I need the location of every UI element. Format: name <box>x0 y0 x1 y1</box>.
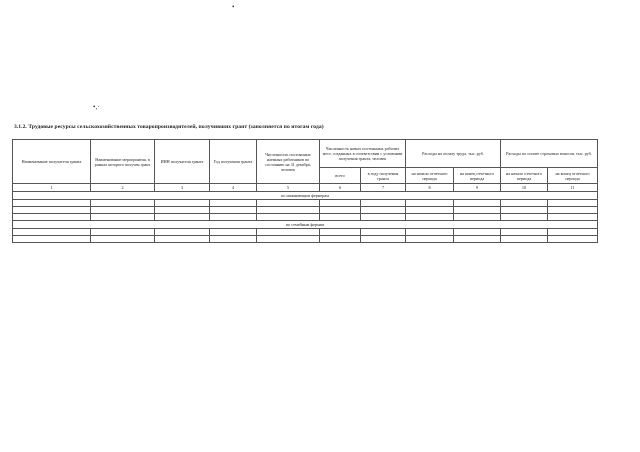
column-number: 6 <box>320 184 361 192</box>
table-cell <box>454 229 501 236</box>
table-cell <box>501 200 548 207</box>
column-number: 4 <box>210 184 257 192</box>
col-header-headcount: Численность постоянных наемных работников по состоянию на 31 декабря, человек <box>257 140 320 184</box>
table-row <box>13 236 598 243</box>
table-cell <box>257 229 320 236</box>
table-cell <box>361 200 406 207</box>
table-cell <box>257 207 320 214</box>
table-cell <box>13 214 91 221</box>
col-header-year: Год получения гранта <box>210 140 257 184</box>
table-cell <box>454 207 501 214</box>
table-cell <box>155 229 210 236</box>
table-cell <box>361 207 406 214</box>
table-cell <box>454 214 501 221</box>
table-cell <box>361 229 406 236</box>
table-cell <box>406 236 454 243</box>
table-cell <box>210 236 257 243</box>
section-title: 3.1.2. Трудовые ресурсы сельскохозяйственных товаропроизводителей, получивших грант (заполняется по итогам года) <box>14 124 324 130</box>
table-row <box>13 229 598 236</box>
table-cell <box>210 229 257 236</box>
subheader-insurance-start: на начало отчетного периода <box>501 168 548 184</box>
table-row <box>13 200 598 207</box>
table-cell <box>257 236 320 243</box>
table-cell <box>155 200 210 207</box>
group-header-insurance: Расходы по оплате страховых взносов, тыс. руб. <box>501 140 598 168</box>
table-cell <box>320 229 361 236</box>
column-number-row <box>13 184 598 192</box>
section-row-family-farms <box>13 221 598 229</box>
table-cell <box>155 214 210 221</box>
scan-mark-left: •,· <box>93 103 100 111</box>
table-row <box>13 207 598 214</box>
labor-resources-table <box>12 139 598 243</box>
table-cell <box>210 214 257 221</box>
table-cell <box>406 207 454 214</box>
col-header-recipient: Наименование получателя гранта <box>13 140 91 184</box>
table-cell <box>501 214 548 221</box>
subheader-payroll-start: на начало отчетного периода <box>406 168 454 184</box>
table-cell <box>548 214 598 221</box>
table-cell <box>406 214 454 221</box>
table-cell <box>210 200 257 207</box>
group-header-new-jobs: Численность новых постоянных рабочих мест, созданных в соответствии с условиями получения гранта, человек <box>320 140 406 168</box>
table-cell <box>91 214 155 221</box>
table-cell <box>361 214 406 221</box>
section-label-start-farmers: по начинающим фермерам <box>13 192 598 200</box>
table-cell <box>155 207 210 214</box>
table-cell <box>91 207 155 214</box>
table-cell <box>548 200 598 207</box>
section-row-start-farmers <box>13 192 598 200</box>
column-number: 8 <box>406 184 454 192</box>
table-cell <box>406 229 454 236</box>
table-cell <box>91 200 155 207</box>
table-cell <box>320 214 361 221</box>
column-number: 3 <box>155 184 210 192</box>
table-cell <box>320 236 361 243</box>
table-cell <box>548 229 598 236</box>
col-header-inn: ИНН получателя гранта <box>155 140 210 184</box>
table-cell <box>155 236 210 243</box>
col-header-event: Наименование мероприятия, в рамках которого получен грант <box>91 140 155 184</box>
table-cell <box>13 207 91 214</box>
subheader-insurance-end: на конец отчетного периода <box>548 168 598 184</box>
table-cell <box>257 214 320 221</box>
table-cell <box>454 200 501 207</box>
subheader-payroll-end: на конец отчетного периода <box>454 168 501 184</box>
subheader-grant-year: в году получения гранта <box>361 168 406 184</box>
table-cell <box>91 236 155 243</box>
table-cell <box>320 200 361 207</box>
table-cell <box>501 207 548 214</box>
table-cell <box>13 200 91 207</box>
group-header-payroll: Расходы на оплату труда, тыс. руб. <box>406 140 501 168</box>
table-cell <box>210 207 257 214</box>
table-cell <box>320 207 361 214</box>
section-label-family-farms: по семейным фермам <box>13 221 598 229</box>
table-cell <box>13 236 91 243</box>
table-cell <box>501 236 548 243</box>
table-cell <box>548 236 598 243</box>
table-cell <box>406 200 454 207</box>
column-number: 10 <box>501 184 548 192</box>
subheader-total: всего <box>320 168 361 184</box>
table-cell <box>361 236 406 243</box>
table-cell <box>91 229 155 236</box>
table-cell <box>257 200 320 207</box>
table-cell <box>13 229 91 236</box>
column-number: 11 <box>548 184 598 192</box>
column-number: 7 <box>361 184 406 192</box>
table-row <box>13 214 598 221</box>
column-number: 9 <box>454 184 501 192</box>
column-number: 2 <box>91 184 155 192</box>
column-number: 1 <box>13 184 91 192</box>
header-row <box>13 140 598 168</box>
scan-mark-top: • <box>232 3 235 11</box>
table-cell <box>454 236 501 243</box>
table-cell <box>501 229 548 236</box>
table-cell <box>548 207 598 214</box>
column-number: 5 <box>257 184 320 192</box>
